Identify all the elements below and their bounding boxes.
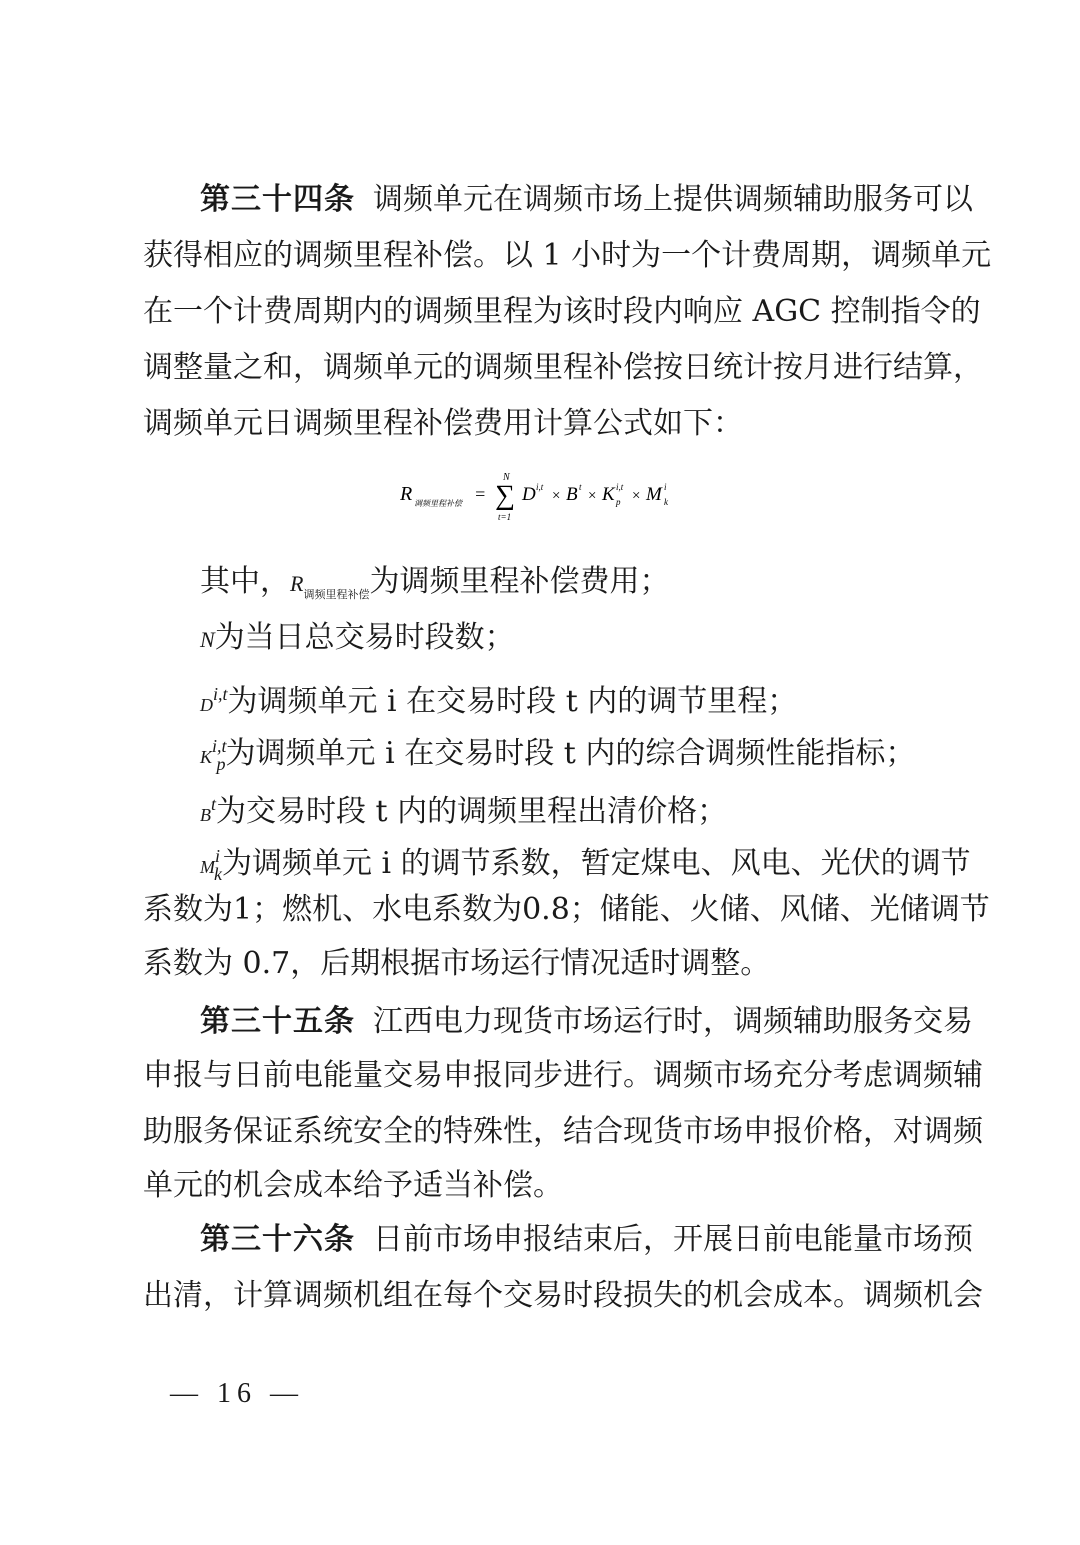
art34-title: 第三十四条 <box>200 182 355 217</box>
formula-sigma: ∑ <box>495 480 515 511</box>
svg-text:i: i <box>664 482 667 492</box>
def-m-cont-2: 系数为 0.7，后期根据市场运行情况适时调整。 <box>143 946 771 981</box>
svg-text:K: K <box>602 484 615 505</box>
art35-line-1: 第三十五条 江西电力现货市场运行时，调频辅助服务交易 <box>200 1004 973 1039</box>
art35-line-2: 申报与日前电能量交易申报同步进行。调频市场充分考虑调频辅 <box>143 1058 983 1093</box>
compensation-formula <box>400 468 720 528</box>
svg-text:×: × <box>632 488 641 504</box>
art36-title: 第三十六条 <box>200 1222 355 1257</box>
def-r: 其中，$R_{调频里程补偿}$为调频里程补偿费用； <box>200 564 670 601</box>
art34-line-2: 获得相应的调频里程补偿。以 1 小时为一个计费周期，调频单元 <box>143 238 992 273</box>
svg-text:D: D <box>522 484 536 505</box>
art34-line-5: 调频单元日调频里程补偿费用计算公式如下： <box>143 406 743 441</box>
svg-text:p: p <box>616 497 621 507</box>
svg-text:i,t: i,t <box>616 482 624 492</box>
svg-text:k: k <box>664 497 668 507</box>
formula-terms <box>521 482 669 507</box>
formula-lhs: R <box>400 483 413 505</box>
art34-text-1: 调频单元在调频市场上提供调频辅助服务可以 <box>373 182 973 217</box>
def-b: $B^t$为交易时段 t 内的调频里程出清价格； <box>200 794 728 829</box>
formula-eq: = <box>474 484 487 504</box>
svg-text:×: × <box>588 488 597 504</box>
page-number: — 16 — <box>170 1378 304 1409</box>
def-k: K$^{i,t}_p$为调频单元 i 在交易时段 t 内的综合调频性能指标； <box>200 736 916 774</box>
def-n: N为当日总交易时段数； <box>200 620 515 655</box>
def-m: $M^i_k$为调频单元 i 的调节系数，暂定煤电、风电、光伏的调节 <box>200 846 971 884</box>
svg-text:B: B <box>566 484 578 505</box>
formula-lhs-sub: 调频里程补偿 <box>414 499 462 508</box>
formula-sum-top: N <box>503 472 510 483</box>
art34-line-3: 在一个计费周期内的调频里程为该时段内响应 AGC 控制指令的 <box>143 294 981 329</box>
art34-line-4: 调整量之和，调频单元的调频里程补偿按日统计按月进行结算， <box>143 350 983 385</box>
formula-sum-bottom: t=1 <box>498 512 512 522</box>
svg-text:×: × <box>552 488 561 504</box>
svg-text:i,t: i,t <box>536 482 544 492</box>
art36-line-1: 第三十六条 日前市场申报结束后，开展日前电能量市场预 <box>200 1222 973 1257</box>
art35-line-4: 单元的机会成本给予适当补偿。 <box>143 1168 563 1203</box>
def-d: D$^{i,t}$为调频单元 i 在交易时段 t 内的调节里程； <box>200 684 798 719</box>
art34-line-1 <box>200 180 973 220</box>
art35-line-3: 助服务保证系统安全的特殊性，结合现货市场申报价格，对调频 <box>143 1114 983 1149</box>
svg-text:M: M <box>646 484 662 505</box>
art36-line-2: 出清，计算调频机组在每个交易时段损失的机会成本。调频机会 <box>143 1278 983 1313</box>
art35-title: 第三十五条 <box>200 1004 355 1039</box>
def-m-cont-1: 系数为1；燃机、水电系数为0.8；储能、火储、风储、光储调节 <box>143 892 990 927</box>
svg-text:t: t <box>579 482 582 492</box>
